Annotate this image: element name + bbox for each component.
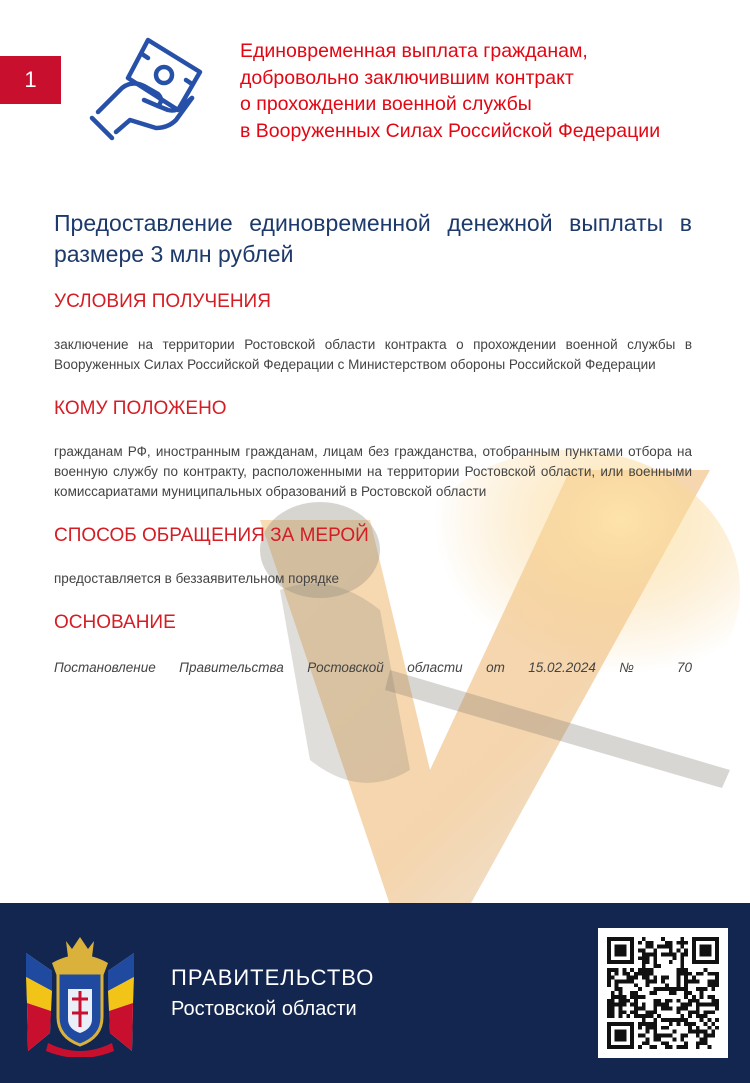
header-title xyxy=(240,38,720,144)
basis-text: Постановление Правительства Ростовской области от 15.02.2024 № 70 xyxy=(54,660,692,675)
government-title: ПРАВИТЕЛЬСТВО xyxy=(171,965,375,990)
header-title-line: Единовременная выплата гражданам, xyxy=(240,40,588,62)
conditions-text: заключение на территории Ростовской области контракта о прохождении военной службы в Вооруженных Силах Российской Федерации с Министерством обороны Российской Федерации xyxy=(54,337,692,372)
hand-money-icon xyxy=(88,32,210,144)
qr-code[interactable] xyxy=(598,928,728,1058)
page-number-badge xyxy=(0,56,61,104)
government-subtitle: Ростовской области xyxy=(171,998,357,1020)
page-number: 1 xyxy=(24,67,37,92)
main-content xyxy=(54,208,692,678)
eligibility-heading: КОМУ ПОЛОЖЕНО xyxy=(54,398,227,419)
header-title-line: о прохождении военной службы xyxy=(240,93,532,115)
coat-of-arms-icon xyxy=(22,933,138,1057)
conditions-heading: УСЛОВИЯ ПОЛУЧЕНИЯ xyxy=(54,291,271,312)
application-heading: СПОСОБ ОБРАЩЕНИЯ ЗА МЕРОЙ xyxy=(54,525,369,546)
qr-code-image xyxy=(607,937,719,1049)
header-title-line: добровольно заключившим контракт xyxy=(240,66,574,89)
footer xyxy=(0,903,750,1083)
header-title-line: в Вооруженных Силах Российской Федерации xyxy=(240,119,661,142)
eligibility-text: гражданам РФ, иностранным гражданам, лицам без гражданства, отобранным пунктами отбора на военную службу по контракту, расположенными на территории Ростовской области, или военными комиссариатами муниципальных образований в Ростовской области xyxy=(54,444,692,499)
basis-heading: ОСНОВАНИЕ xyxy=(54,612,176,633)
lead-text: Предоставление единовременной денежной выплаты в размере 3 млн рублей xyxy=(54,210,692,267)
application-text: предоставляется в беззаявительном порядке xyxy=(54,571,340,586)
